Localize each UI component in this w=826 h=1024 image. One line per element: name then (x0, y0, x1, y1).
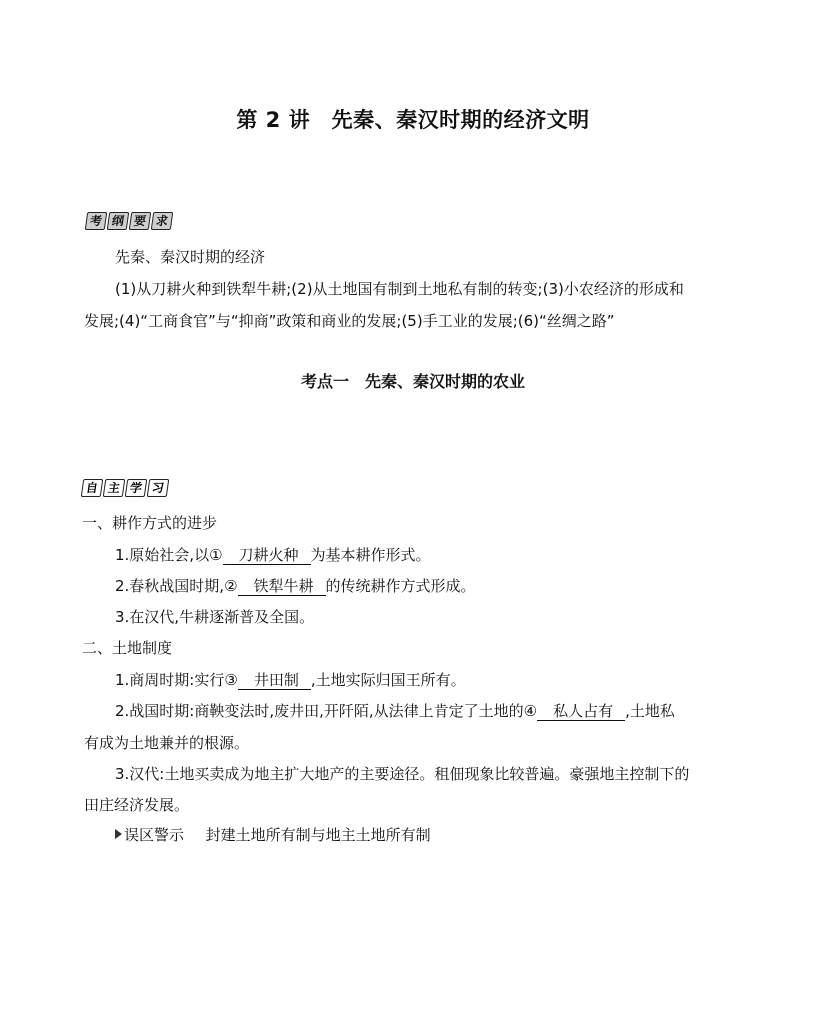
page-title: 第 2 讲 先秦、秦汉时期的经济文明 (236, 108, 590, 132)
exam-requirements-label (86, 212, 172, 230)
label-char: 习 (147, 479, 170, 497)
label-char: 主 (103, 479, 126, 497)
answer-blank-3: 井田制 (238, 671, 311, 690)
item-primitive: 1.原始社会,以① 刀耕火种 为基本耕作形式。 (115, 546, 431, 564)
label-char: 求 (151, 212, 174, 230)
warning-line (115, 825, 431, 845)
label-char: 自 (81, 479, 104, 497)
self-study-label (82, 479, 168, 497)
item-han-oxen: 3.在汉代,牛耕逐渐普及全国。 (115, 608, 315, 626)
heading-farming: 一、耕作方式的进步 (82, 514, 218, 532)
label-char: 考 (85, 212, 108, 230)
item-han-land-line1: 3.汉代:土地买卖成为地主扩大地产的主要途径。租佃现象比较普遍。豪强地主控制下的 (115, 765, 690, 783)
item-shang-zhou: 1.商周时期:实行③ 井田制 ,土地实际归国王所有。 (115, 671, 466, 689)
warning-text: 封建土地所有制与地主土地所有制 (205, 826, 431, 844)
item-han-land-line2: 田庄经济发展。 (84, 796, 190, 814)
warning-label: 误区警示 (124, 826, 185, 844)
heading-land-system: 二、土地制度 (82, 639, 173, 657)
item-warring-states-line2: 有成为土地兼并的根源。 (84, 734, 250, 752)
exam-topic: 先秦、秦汉时期的经济 (115, 248, 266, 266)
label-char: 学 (125, 479, 148, 497)
label-char: 要 (129, 212, 152, 230)
exam-items-line2: 发展;(4)“工商食官”与“抑商”政策和商业的发展;(5)手工业的发展;(6)“丝绸之路” (84, 312, 615, 330)
answer-blank-1: 刀耕火种 (223, 546, 311, 565)
exam-items-line1: (1)从刀耕火种到铁犁牛耕;(2)从土地国有制到土地私有制的转变;(3)小农经济的形成和 (115, 280, 684, 298)
section-title: 考点一 先秦、秦汉时期的农业 (300, 372, 525, 391)
item-warring-states: 2.战国时期:商鞅变法时,废井田,开阡陌,从法律上肯定了土地的④ 私人占有 ,土地私 (115, 702, 675, 720)
item-spring-autumn: 2.春秋战国时期,② 铁犁牛耕 的传统耕作方式形成。 (115, 577, 476, 595)
answer-blank-4: 私人占有 (537, 702, 625, 721)
answer-blank-2: 铁犁牛耕 (238, 577, 326, 596)
label-char: 纲 (107, 212, 130, 230)
triangle-bullet-icon (115, 829, 122, 839)
